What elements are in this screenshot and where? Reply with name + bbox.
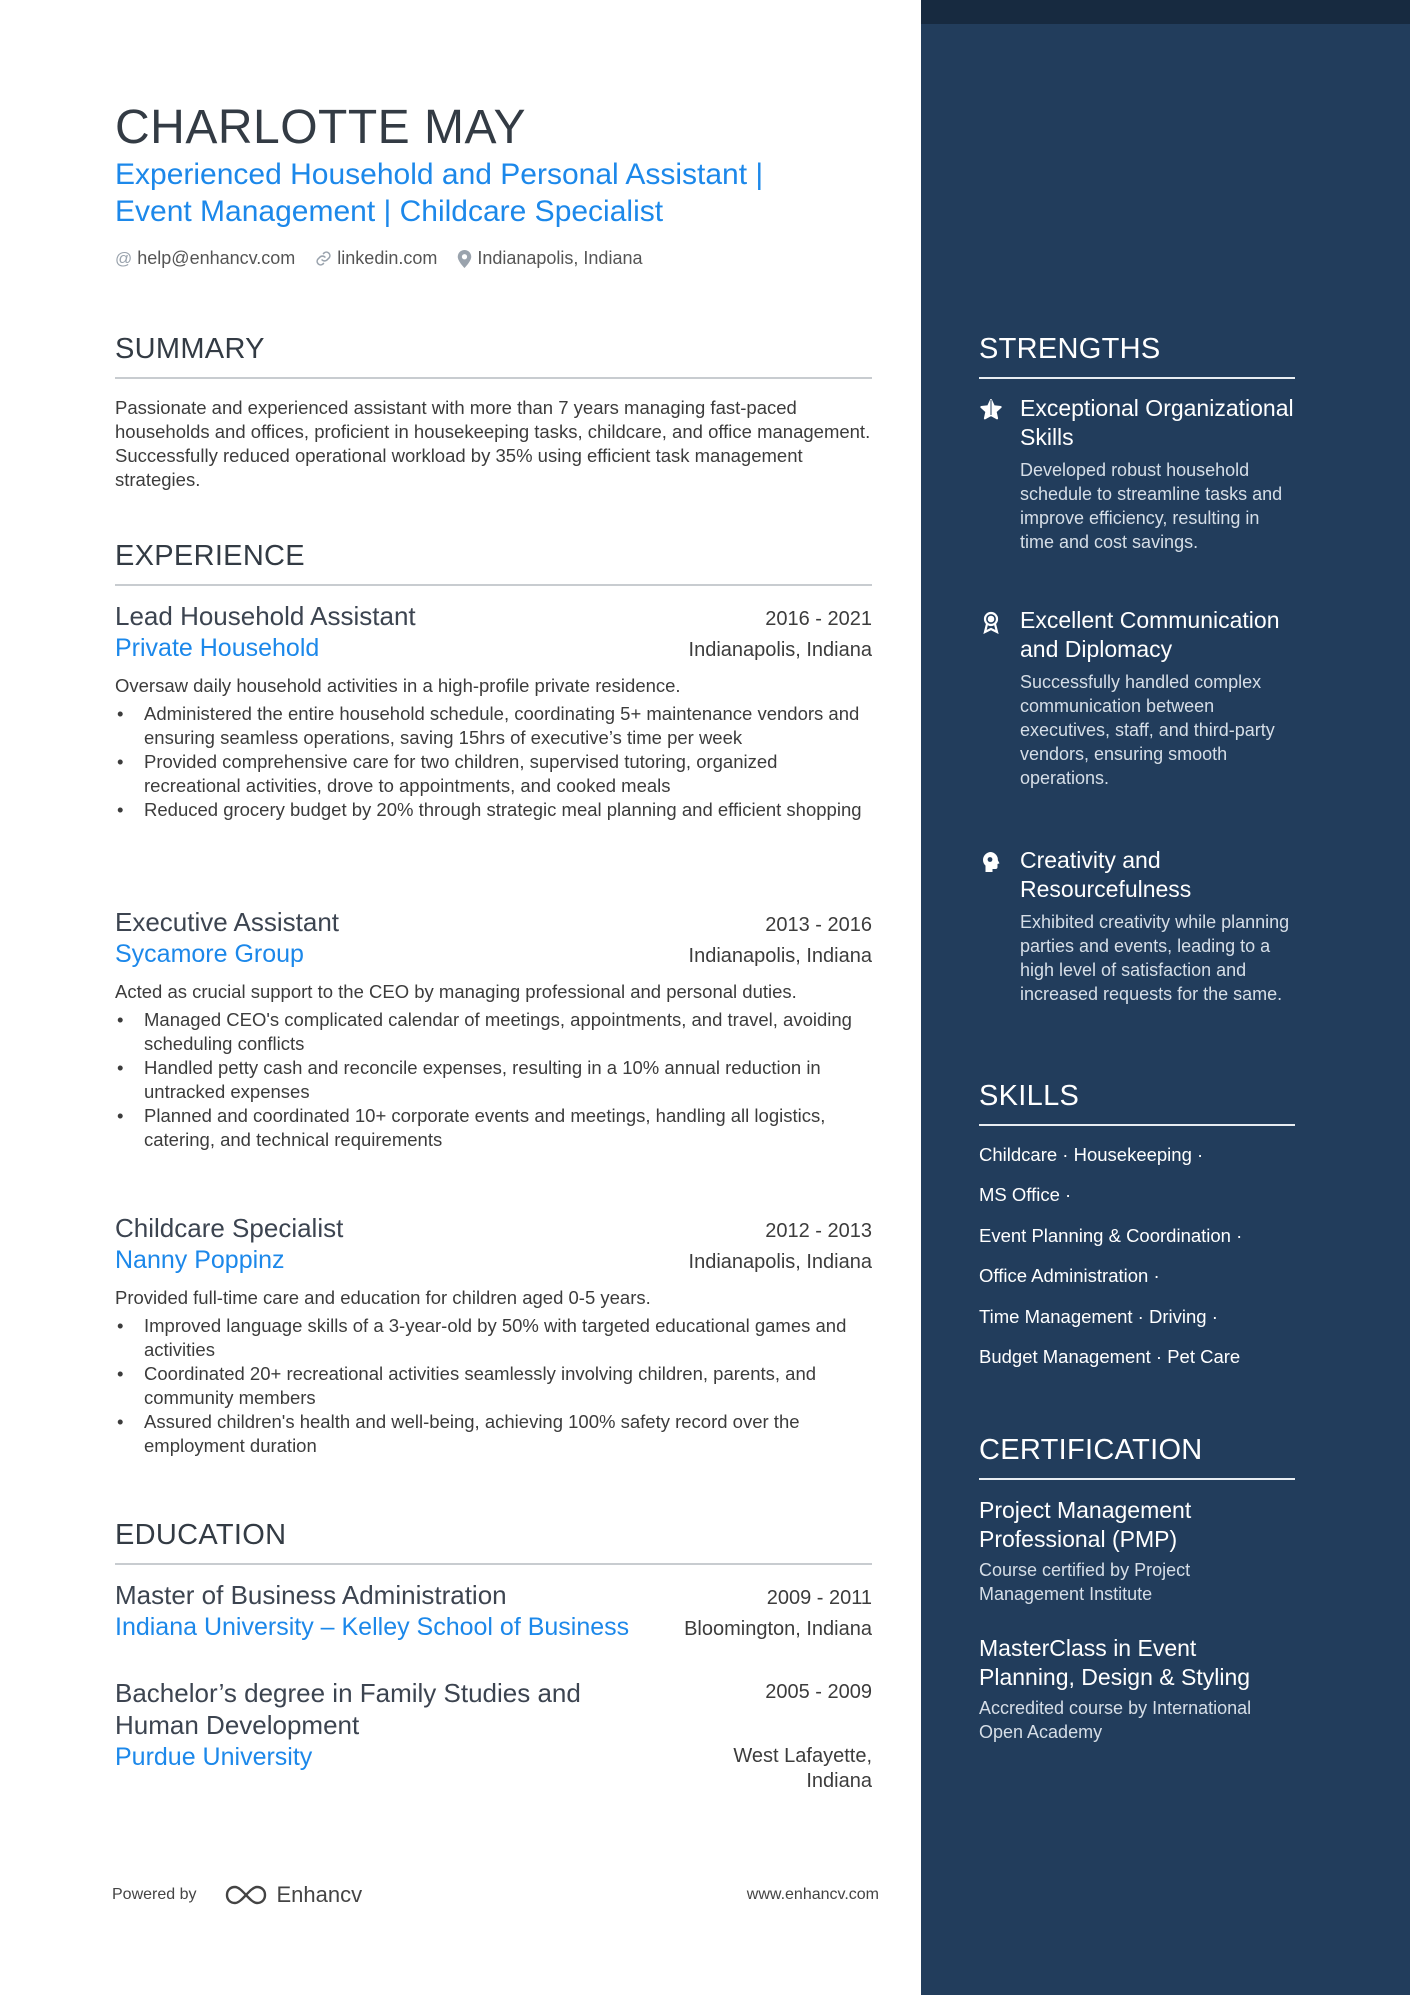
strengths-heading: STRENGTHS: [979, 331, 1295, 379]
job-location: Indianapolis, Indiana: [688, 945, 872, 967]
job-bullet: • Improved language skills of a 3-year-old by 50% with targeted educational games and activities: [115, 1314, 872, 1362]
job-title: Lead Household Assistant: [115, 601, 416, 631]
headline-line-1: Experienced Household and Personal Assistant |: [115, 158, 764, 191]
headline: [115, 156, 872, 230]
sidebar-top-bar: [921, 0, 1410, 24]
location-pin-icon: [457, 250, 472, 268]
experience-entry: [115, 1212, 872, 1458]
contact-linkedin[interactable]: [315, 248, 437, 269]
education-heading: EDUCATION: [115, 1517, 872, 1565]
strength-description: Developed robust household schedule to streamline tasks and improve efficiency, resulting in time and cost savings.: [1020, 460, 1283, 552]
job-description: Acted as crucial support to the CEO by managing professional and personal duties.: [115, 981, 797, 1002]
company-name: Nanny Poppinz: [115, 1246, 285, 1274]
certification-title: MasterClass in Event Planning, Design & Styling: [979, 1635, 1251, 1690]
contact-bar: [115, 248, 662, 269]
powered-by-label: Powered by: [112, 1886, 197, 1903]
candidate-name: CHARLOTTE MAY: [115, 101, 526, 154]
job-bullets: [115, 1314, 872, 1458]
job-bullet: • Coordinated 20+ recreational activities seamlessly involving children, parents, and community members: [115, 1362, 872, 1410]
strength-description: Exhibited creativity while planning parties and events, leading to a high level of satisfaction and increased requests for the same.: [1020, 912, 1290, 1004]
strength-item: [979, 846, 1295, 1006]
job-dates: 2012 - 2013: [765, 1220, 872, 1242]
job-bullet: • Reduced grocery budget by 20% through strategic meal planning and efficient shopping: [115, 798, 872, 822]
strength-title: Excellent Communication and Diplomacy: [1020, 607, 1280, 662]
job-title: Executive Assistant: [115, 907, 339, 937]
certification-description: Accredited course by International Open Academy: [979, 1698, 1252, 1742]
summary-text: Passionate and experienced assistant with more than 7 years managing fast-paced households and offices, proficient in housekeeping tasks, childcare, and office management. Successfully reduced operational workload by 35% using efficient task management strategies.: [115, 397, 871, 490]
skill-line: Childcare · Housekeeping ·: [979, 1144, 1204, 1165]
experience-entry: [115, 906, 872, 1152]
contact-location-text: Indianapolis, Indiana: [477, 248, 643, 268]
job-bullets: [115, 1008, 872, 1152]
job-dates: 2013 - 2016: [765, 914, 872, 936]
job-bullet: • Planned and coordinated 10+ corporate events and meetings, handling all logistics, catering, and technical requirements: [115, 1104, 872, 1152]
strength-description: Successfully handled complex communication between executives, staff, and third-party vendors, ensuring smooth operations.: [1020, 672, 1275, 788]
footer-url[interactable]: www.enhancv.com: [746, 1886, 879, 1903]
job-bullet: • Managed CEO's complicated calendar of meetings, appointments, and travel, avoiding scheduling conflicts: [115, 1008, 872, 1056]
company-name: Sycamore Group: [115, 940, 304, 968]
job-bullets: [115, 702, 872, 822]
certification-item: [979, 1634, 1295, 1744]
infinity-logo-icon: [223, 1883, 269, 1907]
job-description: Provided full-time care and education for children aged 0-5 years.: [115, 1287, 651, 1308]
job-bullet: • Handled petty cash and reconcile expenses, resulting in a 10% annual reduction in untracked expenses: [115, 1056, 872, 1104]
certification-title: Project Management Professional (PMP): [979, 1497, 1192, 1552]
skill-line: MS Office ·: [979, 1184, 1072, 1205]
skill-line: Event Planning & Coordination ·: [979, 1225, 1243, 1246]
education-dates: 2009 - 2011: [766, 1587, 872, 1609]
skill-line: Budget Management · Pet Care: [979, 1346, 1241, 1367]
head-idea-icon: [979, 850, 1003, 874]
job-bullet: • Assured children's health and well-being, achieving 100% safety record over the employment duration: [115, 1410, 872, 1458]
certification-heading: CERTIFICATION: [979, 1432, 1295, 1480]
summary-heading: SUMMARY: [115, 331, 872, 379]
school-name: Purdue University: [115, 1743, 313, 1771]
headline-line-2: Event Management | Childcare Specialist: [115, 195, 664, 228]
at-icon: @: [115, 248, 133, 268]
strength-item: [979, 394, 1295, 554]
skills-heading: SKILLS: [979, 1078, 1295, 1126]
strength-item: [979, 606, 1295, 790]
contact-linkedin-text: linkedin.com: [337, 248, 438, 268]
job-location: Indianapolis, Indiana: [688, 639, 872, 661]
enhancv-logo[interactable]: [223, 1882, 363, 1908]
link-icon: [315, 250, 332, 267]
job-bullet: • Administered the entire household schedule, coordinating 5+ maintenance vendors and ensuring seamless operations, saving 15hrs of executive’s time per week: [115, 702, 872, 750]
degree-name: Master of Business Administration: [115, 1580, 507, 1610]
job-location: Indianapolis, Indiana: [688, 1251, 872, 1273]
degree-name: Bachelor’s degree in Family Studies and Human Development: [115, 1678, 581, 1740]
contact-email-text: help@enhancv.com: [137, 248, 296, 268]
job-bullet: • Provided comprehensive care for two children, supervised tutoring, organized recreational activities, drove to appointments, and cooked meals: [115, 750, 872, 798]
company-name: Private Household: [115, 634, 320, 662]
school-location: West Lafayette, Indiana: [733, 1745, 872, 1792]
contact-location: [457, 248, 642, 269]
experience-heading: EXPERIENCE: [115, 538, 872, 586]
education-dates: 2005 - 2009: [765, 1681, 872, 1703]
brand-name: Enhancv: [276, 1882, 363, 1907]
strength-title: Creativity and Resourcefulness: [1020, 847, 1192, 902]
job-description: Oversaw daily household activities in a high-profile private residence.: [115, 675, 681, 696]
strength-title: Exceptional Organizational Skills: [1020, 395, 1294, 450]
contact-email[interactable]: [115, 248, 295, 269]
skill-line: Time Management · Driving ·: [979, 1306, 1218, 1327]
certification-description: Course certified by Project Management Institute: [979, 1560, 1191, 1604]
job-dates: 2016 - 2021: [765, 608, 872, 630]
job-title: Childcare Specialist: [115, 1213, 344, 1243]
school-location: Bloomington, Indiana: [684, 1618, 872, 1640]
award-ribbon-icon: [979, 610, 1003, 634]
skill-line: Office Administration ·: [979, 1265, 1160, 1286]
star-icon: [979, 398, 1003, 422]
certification-item: [979, 1496, 1295, 1606]
school-name: Indiana University – Kelley School of Business: [115, 1613, 630, 1641]
footer: [112, 1880, 879, 1910]
education-entry: [115, 1579, 872, 1643]
experience-entry: [115, 600, 872, 822]
education-entry: [115, 1677, 872, 1794]
